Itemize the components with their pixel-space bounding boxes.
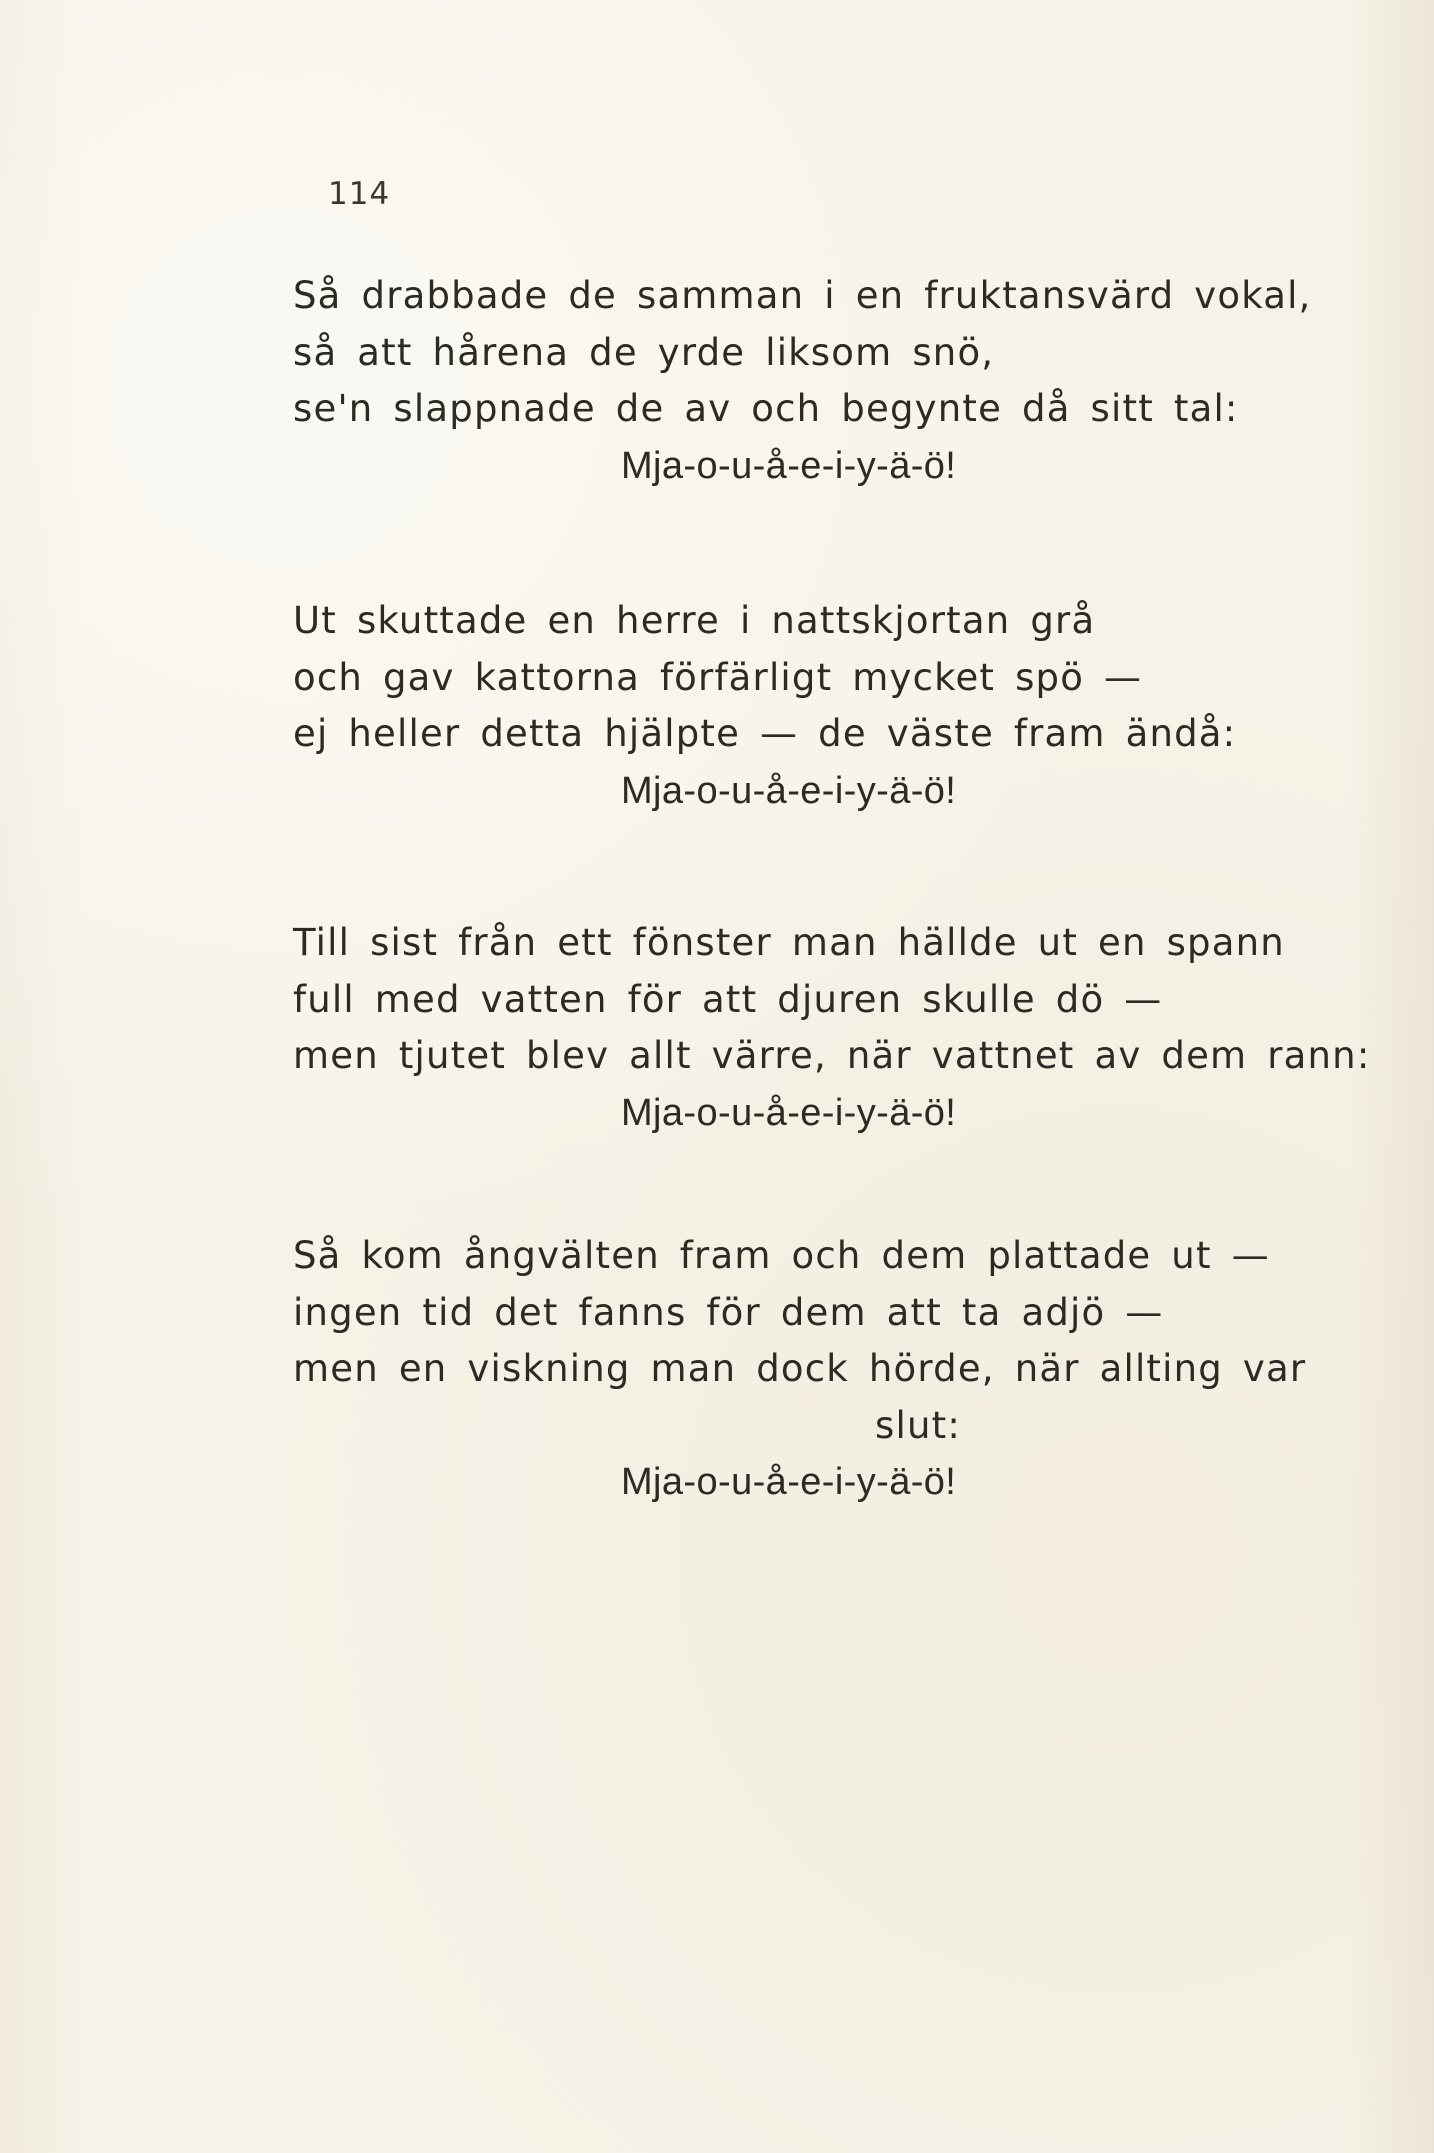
poem-line: Till sist från ett fönster man hällde ut en spann: [293, 921, 1285, 964]
stanza-3: [293, 915, 1371, 1141]
poem-line: ej heller detta hjälpte — de väste fram ändå:: [293, 712, 1237, 755]
refrain-line: Mja-o-u-å-e-i-y-ä-ö!: [621, 444, 957, 487]
poem-line: ingen tid det fanns för dem att ta adjö —: [293, 1290, 1164, 1334]
poem-line: så att hårena de yrde liksom snö,: [293, 330, 995, 374]
refrain-line: Mja-o-u-å-e-i-y-ä-ö!: [621, 1461, 957, 1503]
poem-line: men en viskning man dock hörde, när allting var: [293, 1347, 1307, 1390]
refrain-line: Mja-o-u-å-e-i-y-ä-ö!: [621, 769, 957, 812]
poem-line: men tjutet blev allt värre, när vattnet av dem rann:: [293, 1034, 1371, 1077]
poem-line: full med vatten för att djuren skulle dö —: [293, 977, 1163, 1021]
poem-line: Så kom ångvälten fram och dem plattade ut —: [293, 1234, 1270, 1277]
page-number: 114: [328, 176, 391, 212]
stanza-1: [293, 268, 1313, 494]
refrain-line: Mja-o-u-å-e-i-y-ä-ö!: [621, 1091, 957, 1134]
poem-line: se'n slappnade de av och begynte då sitt tal:: [293, 387, 1239, 430]
poem-line: Så drabbade de samman i en fruktansvärd vokal,: [293, 274, 1312, 317]
poem-line: Ut skuttade en herre i nattskjortan grå: [293, 599, 1096, 642]
poem-line-continuation: slut:: [875, 1403, 961, 1447]
stanza-2: [293, 593, 1313, 819]
poem-line: och gav kattorna förfärligt mycket spö —: [293, 655, 1143, 699]
stanza-4: [293, 1228, 1313, 1511]
